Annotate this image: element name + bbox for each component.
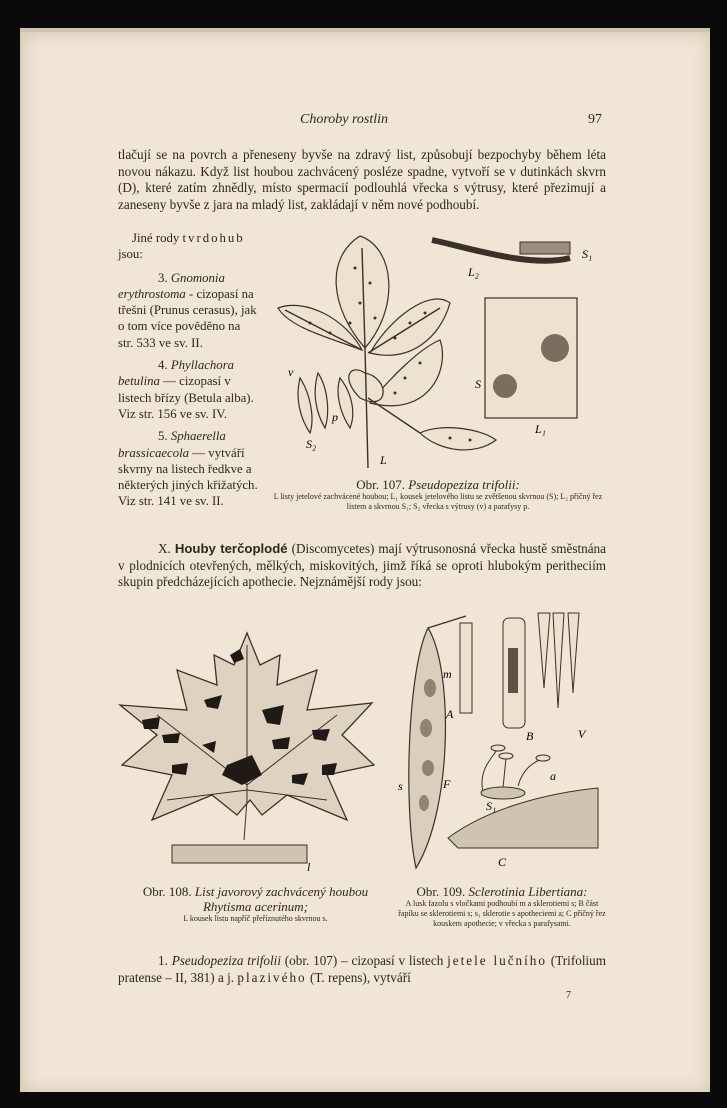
fig109-label-A: A — [446, 707, 454, 721]
section-number: X. — [158, 541, 171, 556]
fig108-title: List javorový zachvácený houbou Rhytisma acerinum; — [194, 884, 369, 914]
figure-108-caption — [118, 884, 393, 924]
sidebar-item — [118, 270, 258, 351]
sidebar-intro — [118, 230, 258, 263]
figure-109-sclerotinia — [398, 608, 608, 873]
fig107-label-S: S — [475, 377, 481, 391]
bottom-num: 1. — [158, 953, 168, 968]
figure-107-clover-illustration — [270, 228, 610, 468]
bottom-rest2: (Trifolium pratense – II, 381) a j. — [118, 953, 606, 985]
fig109-label-s: s — [398, 779, 403, 793]
fig108-caption-title — [118, 884, 393, 914]
item-num: 5. — [158, 429, 168, 444]
fig108-number: Obr. 108. — [142, 884, 192, 899]
sidebar-intro-c: jsou: — [118, 247, 143, 262]
section-text: (Discomycetes) mají výtrusonosná vřecka hustě směstnána v plodnicích otevřených, mělkých, miskovitých, jimž říká se oproti hlubokým peritheciím skupin předcházejících apothecie. Nejznámější rody jsou: — [118, 541, 607, 589]
page-number: 97 — [588, 112, 602, 127]
item-name: Sphaerella brassicaecola — [118, 429, 226, 460]
section-x-paragraph — [118, 541, 606, 591]
item-num: 4. — [158, 358, 168, 373]
fig107-title: Pseudopeziza trifolii: — [408, 477, 520, 492]
fig107-description: L listy jetelové zachvácené houbou; L₁ kousek jetelového listu se zvětšenou skvrnou (S); L₂ příčný řez listem a skvrnou S₁; S₂ vřecka s výtrusy (v) a parafysy p. — [273, 492, 603, 511]
sidebar-column — [118, 230, 258, 510]
item-text: — cizopasí v listech břízy (Betula alba). Viz str. 156 ve sv. IV. — [118, 374, 254, 421]
sidebar-item — [118, 428, 258, 509]
sidebar-intro-b: tvrdohub — [182, 231, 245, 245]
item-num: 3. — [158, 270, 168, 285]
fig107-label-L1: L₁ — [535, 422, 546, 436]
bottom-jetele: jetele lučního — [447, 953, 547, 968]
fig107-label-S1: S₁ — [582, 247, 593, 261]
item-name: Gnomonia erythrostoma — [118, 270, 225, 301]
fig109-label-V: V — [578, 727, 586, 741]
item-name: Phyllachora betulina — [118, 358, 235, 389]
fig109-caption-title — [396, 884, 608, 899]
figure-108-maple-leaf — [112, 625, 382, 875]
bottom-rest1: (obr. 107) – cizopasí v listech — [284, 953, 444, 968]
fig109-label-s1: S₁ — [486, 799, 497, 813]
bottom-paragraph — [118, 953, 606, 986]
fig107-label-v: v — [288, 365, 294, 379]
bottom-name: Pseudopeziza trifolii — [171, 953, 281, 968]
item-text: — vytváří skvrny na listech ředkve a některých jiných křižatých. Viz str. 141 ve sv. II. — [118, 445, 258, 509]
fig109-number: Obr. 109. — [416, 884, 466, 899]
fig108-label-l: l — [307, 860, 311, 874]
figure-109-caption — [396, 884, 608, 929]
fig109-label-B: B — [526, 729, 534, 743]
fig108-description: L kousek listu napříč přeříznutého skvrnou s. — [183, 914, 328, 923]
fig109-label-C: C — [498, 855, 507, 869]
fig107-label-S2: S₂ — [306, 437, 317, 451]
fig109-title: Sclerotinia Libertiana: — [468, 884, 588, 899]
sidebar-intro-a: Jiné rody — [132, 231, 180, 245]
item-text: - cizopasí na třešni (Prunus cerasus), jak o tom více pověděno na str. 533 ve sv. II. — [118, 286, 257, 350]
fig109-description: A lusk fazolu s vločkami podhoubí m a sklerotiemi s; B část řapíku se sklerotiemi s; s₁ sklerotie s apotheciemi a; C příčný řez kouskem apothecie; v vřecka s parafysami. — [398, 899, 606, 928]
bottom-plaziveho: plazivého — [237, 969, 307, 985]
bottom-rest3: (T. repens), vytváří — [309, 969, 411, 985]
section-title: Houby terčoplodé — [174, 541, 288, 556]
fig107-label-p: p — [332, 410, 338, 424]
fig107-label-L: L — [380, 453, 387, 467]
running-header: Choroby rostlin — [300, 112, 389, 127]
intro-paragraph: tlačují se na povrch a přeneseny byvše na zdravý list, způsobují bezpochyby během léta novou nákazu. Když list houbou zachvácený posléze spadne, vytvoří se v dutinkách skvrn (D), které zatím zhnědly, místo spermacií podlouhlá vřecka s výtrusy, které přezimují a zaneseny byvše z jara na mladý list, zakládají v něm nové podhoubí. — [118, 147, 606, 212]
fig109-label-F: F — [443, 777, 451, 791]
fig107-label-L2: L₂ — [468, 265, 479, 279]
fig109-label-m: m — [443, 667, 452, 681]
signature-mark: 7 — [566, 990, 571, 1001]
fig109-label-a: a — [550, 769, 556, 783]
fig107-caption-title — [268, 477, 608, 492]
figure-107-caption — [268, 477, 608, 512]
sidebar-item — [118, 357, 258, 422]
fig107-number: Obr. 107. — [356, 477, 405, 492]
